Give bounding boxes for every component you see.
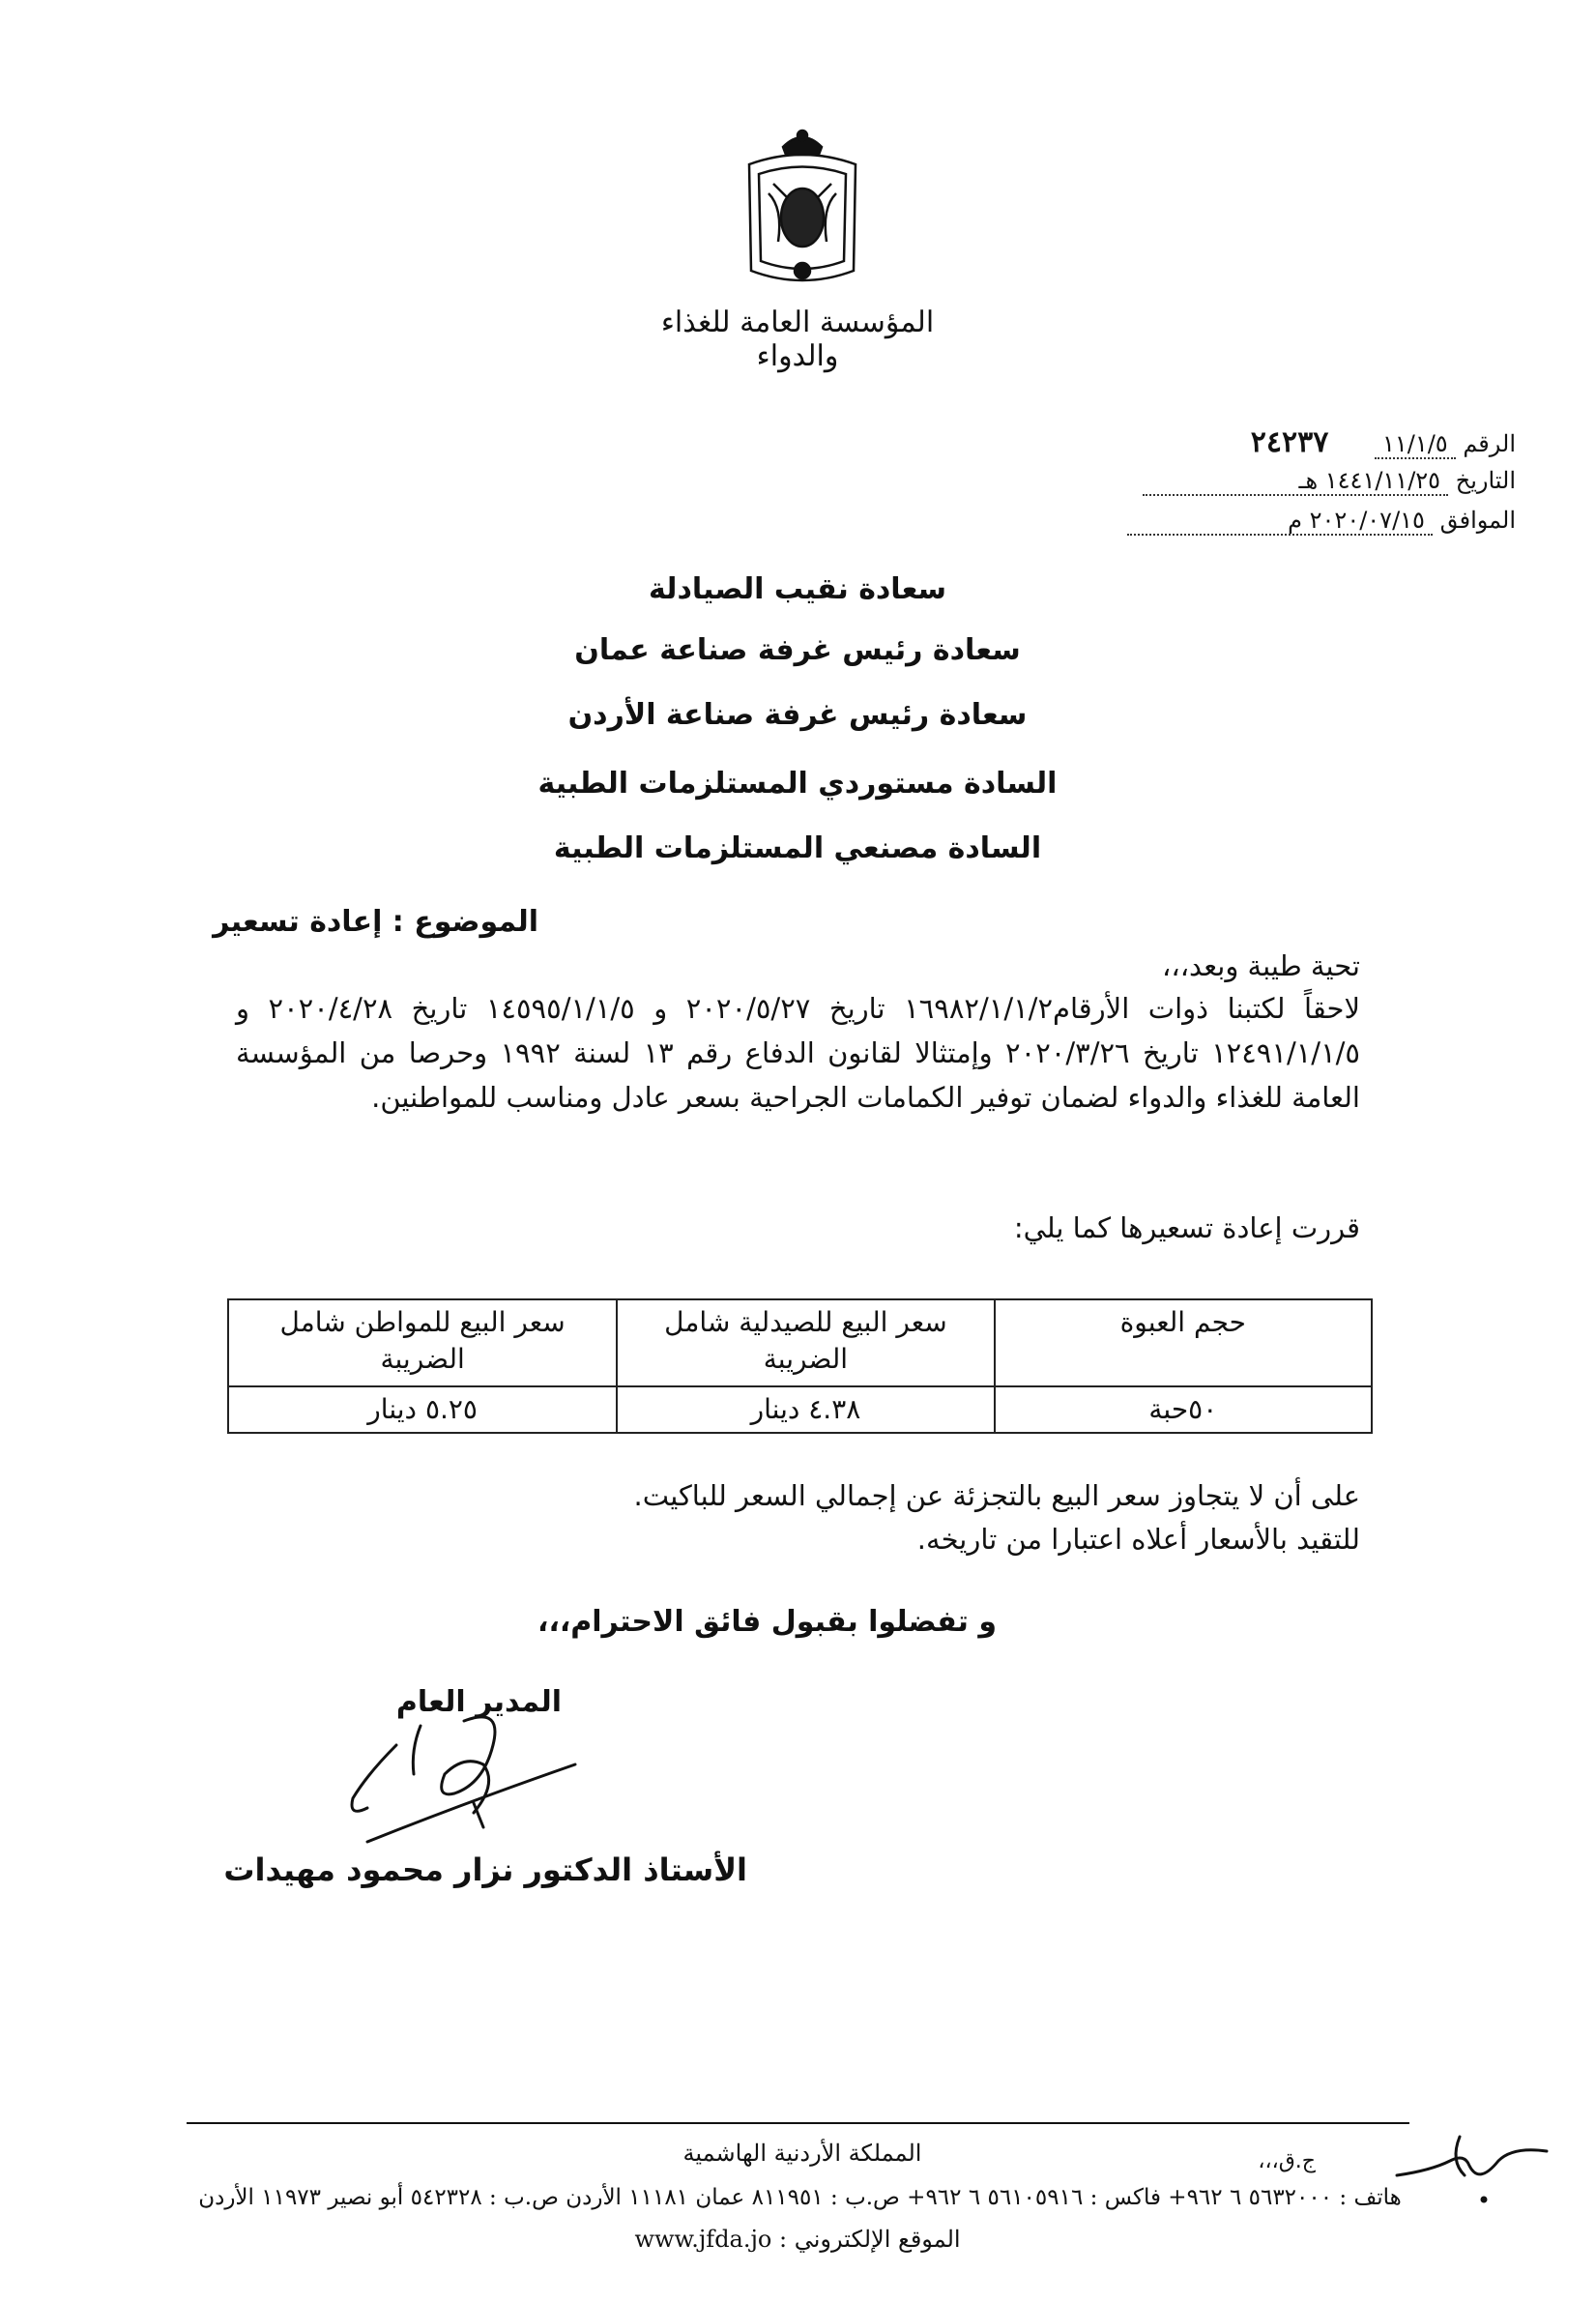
organization-name: المؤسسة العامة للغذاء والدواء <box>660 306 935 373</box>
table-header-row <box>228 1299 1372 1386</box>
reference-number-row <box>1251 425 1516 459</box>
footer-kingdom-name: المملكة الأردنية الهاشمية <box>682 2140 922 2167</box>
table-header: حجم العبوة <box>995 1299 1372 1386</box>
table-cell: ٤.٣٨ دينار <box>617 1386 994 1433</box>
price-table <box>227 1298 1373 1434</box>
note-line: على أن لا يتجاوز سعر البيع بالتجزئة عن إجمالي السعر للباكيت. <box>633 1479 1360 1512</box>
gregorian-date-row <box>1127 507 1516 536</box>
handwritten-signature <box>338 1706 580 1861</box>
reference-number-prefix: ١١/١/٥ <box>1375 430 1456 459</box>
addressee-line: السادة مصنعي المستلزمات الطبية <box>553 831 1042 865</box>
signatory-title: المدير العام <box>395 1685 562 1719</box>
footer-contact-info: هاتف : ٥٦٣٢٠٠٠ ٦ ٩٦٢+ فاكس : ٥٦١٠٥٩١٦ ٦ ٩٦٢+ ص.ب : ٨١١٩٥١ عمان ١١١٨١ الأردن ص.ب : ٥٤٢٣٢٨ أبو نصير ١١٩٧٣ الأردن <box>198 2185 1402 2210</box>
initials-scribble <box>1392 2132 1556 2209</box>
subject-line: الموضوع : إعادة تسعير <box>213 905 538 939</box>
decision-line: قررت إعادة تسعيرها كما يلي: <box>1013 1211 1360 1244</box>
coat-of-arms-emblem <box>730 126 875 295</box>
table-header: سعر البيع للمواطن شامل الضريبة <box>228 1299 617 1386</box>
footer-website: الموقع الإلكتروني : www.jfda.jo <box>634 2226 961 2253</box>
addressee-line: سعادة رئيس غرفة صناعة عمان <box>574 633 1021 667</box>
greeting: تحية طيبة وبعد،،، <box>1161 949 1360 982</box>
reference-number-label: الرقم <box>1463 430 1516 457</box>
table-cell: ٥٠حبة <box>995 1386 1372 1433</box>
closing-line: و تفضلوا بقبول فائق الاحترام،،، <box>537 1605 997 1639</box>
signatory-name: الأستاذ الدكتور نزار محمود مهيدات <box>223 1851 747 1888</box>
reference-number-value: ٢٤٢٣٧ <box>1250 425 1329 459</box>
hijri-date-row <box>1143 467 1516 496</box>
footer-divider <box>187 2122 1409 2124</box>
footer-cc-initials: ج.ق،،، <box>1258 2149 1316 2173</box>
gregorian-date-value: ٢٠٢٠/٠٧/١٥ م <box>1127 507 1433 536</box>
gregorian-date-label: الموافق <box>1439 507 1516 534</box>
table-header: سعر البيع للصيدلية شامل الضريبة <box>617 1299 994 1386</box>
addressee-line: سعادة رئيس غرفة صناعة الأردن <box>567 698 1028 732</box>
note-line: للتقيد بالأسعار أعلاه اعتبارا من تاريخه. <box>916 1523 1360 1556</box>
addressee-line: سعادة نقيب الصيادلة <box>648 572 947 606</box>
table-cell: ٥.٢٥ دينار <box>228 1386 617 1433</box>
hijri-date-label: التاريخ <box>1455 467 1516 494</box>
addressee-line: السادة مستوردي المستلزمات الطبية <box>537 767 1058 801</box>
table-row <box>228 1386 1372 1433</box>
body-paragraph: لاحقاً لكتبنا ذوات الأرقام١٦٩٨٢/١/١/٢ تاريخ ٢٠٢٠/٥/٢٧ و ١٤٥٩٥/١/١/٥ تاريخ ٢٠٢٠/٤/٢٨ و ١٢٤٩١/١/١/٥ تاريخ ٢٠٢٠/٣/٢٦ وإمتثالا لقانون الدفاع رقم ١٣ لسنة ١٩٩٢ وحرصا من المؤسسة العامة للغذاء والدواء لضمان توفير الكمامات الجراحية بسعر عادل ومناسب للمواطنين. <box>236 992 1360 1114</box>
hijri-date-value: ١٤٤١/١١/٢٥ هـ <box>1143 467 1448 496</box>
